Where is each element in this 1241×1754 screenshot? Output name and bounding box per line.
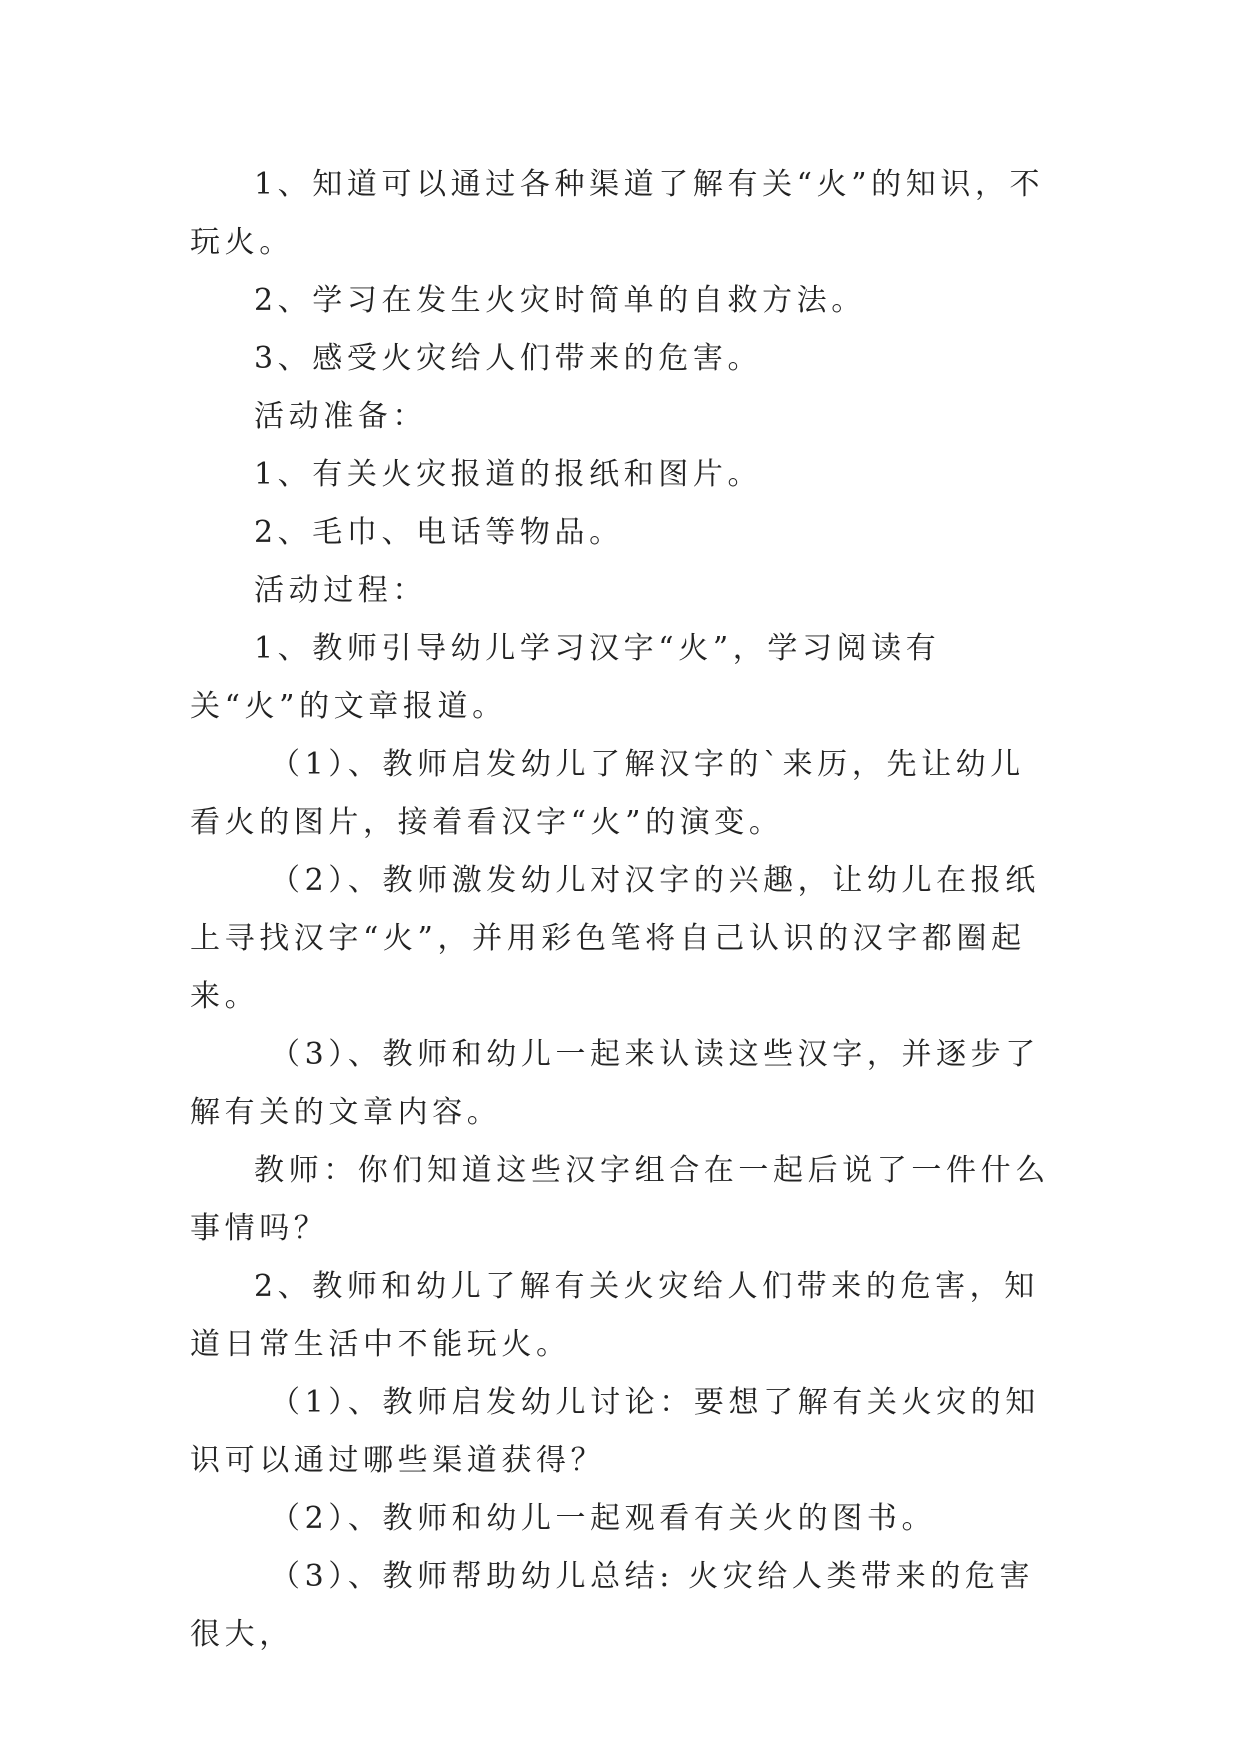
paragraph-goal-1: 1、知道可以通过各种渠道了解有关“火”的知识，不玩火。: [190, 167, 1045, 260]
paragraph-step-1-1: （1）、教师启发幼儿了解汉字的`来历，先让幼儿看火的图片，接着看汉字“火”的演变。: [190, 747, 1025, 840]
paragraph-goal-2: 2、学习在发生火灾时简单的自救方法。: [254, 283, 866, 318]
paragraph-prep-2: 2、毛巾、电话等物品。: [254, 515, 624, 550]
paragraph-goal-3: 3、感受火灾给人们带来的危害。: [254, 341, 763, 376]
section-heading-preparation: 活动准备：: [254, 399, 427, 434]
paragraph-prep-1: 1、有关火灾报道的报纸和图片。: [254, 457, 763, 492]
paragraph-step-1-2: （2）、教师激发幼儿对汉字的兴趣，让幼儿在报纸上寻找汉字“火”，并用彩色笔将自己认识的汉字都圈起来。: [190, 863, 1040, 1014]
paragraph-step-1: 1、教师引导幼儿学习汉字“火”，学习阅读有关“火”的文章报道。: [190, 631, 941, 724]
paragraph-step-2: 2、教师和幼儿了解有关火灾给人们带来的危害，知道日常生活中不能玩火。: [190, 1269, 1039, 1362]
paragraph-step-1-3: （3）、教师和幼儿一起来认读这些汉字，并逐步了解有关的文章内容。: [190, 1037, 1040, 1130]
document-body: [190, 156, 1052, 1664]
paragraph-step-2-3: （3）、教师帮助幼儿总结: 火灾给人类带来的危害很大，: [190, 1559, 1035, 1652]
paragraph-step-2-2: （2）、教师和幼儿一起观看有关火的图书。: [270, 1501, 937, 1536]
paragraph-step-2-1: （1）、教师启发幼儿讨论：要想了解有关火灾的知识可以通过哪些渠道获得？: [190, 1385, 1040, 1478]
section-heading-process: 活动过程：: [254, 573, 427, 608]
paragraph-teacher-question: 教师：你们知道这些汉字组合在一起后说了一件什么事情吗？: [190, 1153, 1050, 1246]
